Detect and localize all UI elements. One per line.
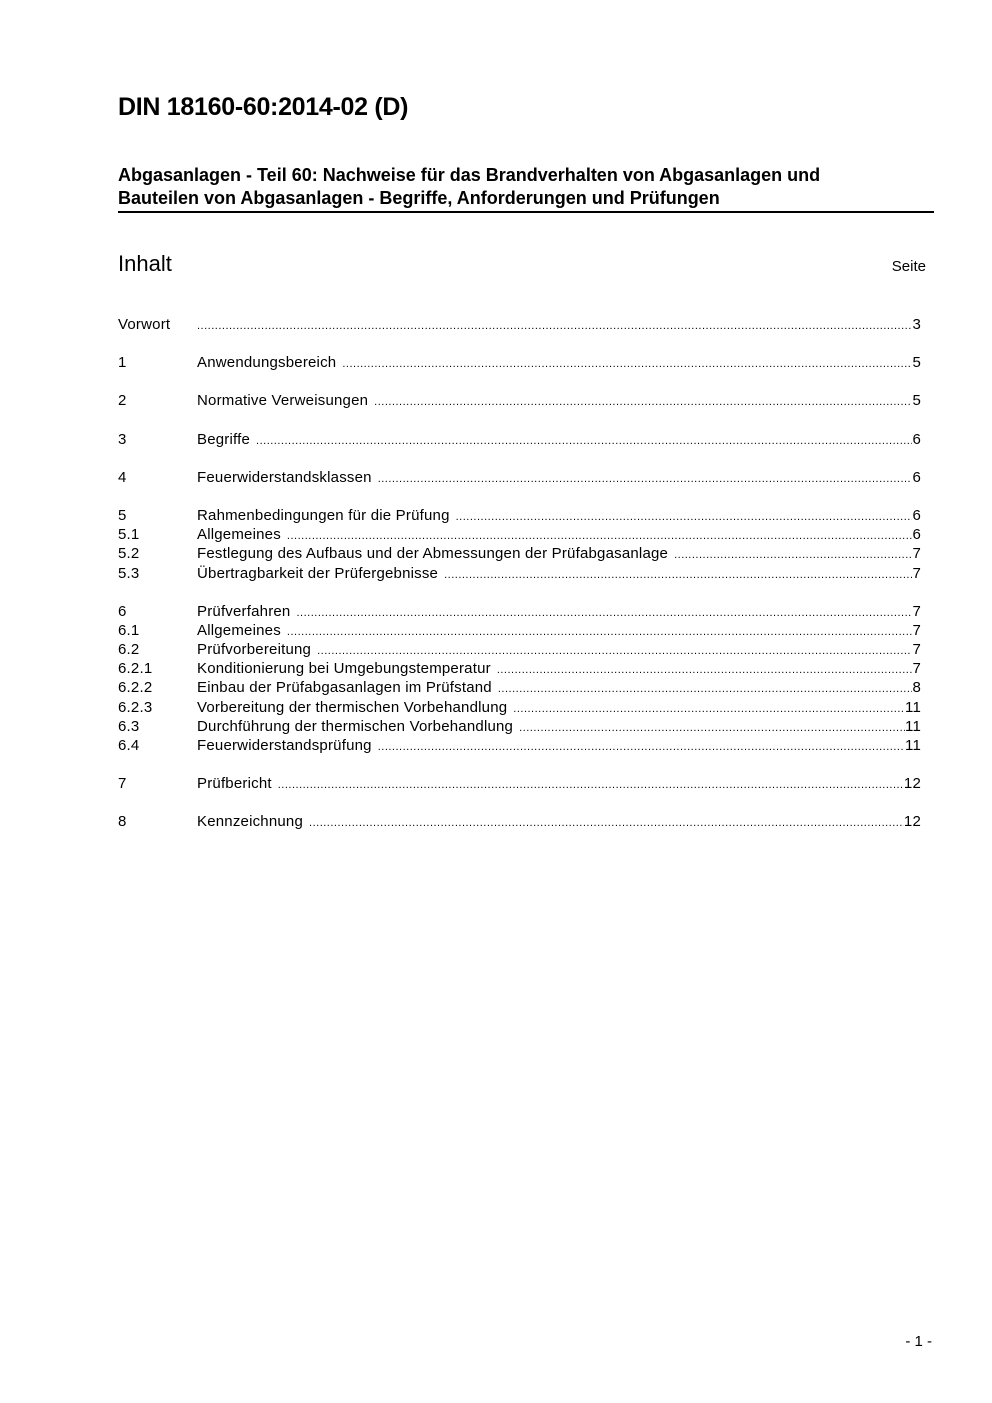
toc-leader-dots: [378, 738, 905, 757]
document-title: [118, 164, 934, 213]
toc-entry-label: Festlegung des Aufbaus und der Abmessungen der Prüfabgasanlage: [197, 545, 669, 563]
toc-entry-number: 6.2.3: [118, 698, 153, 716]
toc-entry-page: 11: [905, 737, 921, 754]
toc-entry-number: 7: [118, 775, 127, 793]
toc-entry-page: 11: [905, 717, 921, 735]
toc-entry-label: Begriffe: [197, 430, 251, 448]
toc-entry-number: 6.2.1: [118, 660, 153, 678]
document-title-line-2: Bauteilen von Abgasanlagen - Begriffe, Anforderungen und Prüfungen: [118, 188, 720, 208]
toc-entry-page: 6: [912, 430, 921, 448]
toc-entry-page: 3: [912, 316, 921, 333]
toc-entry-label: Prüfvorbereitung: [197, 641, 312, 659]
toc-entry-page: 7: [912, 660, 921, 678]
toc-entry-page: 12: [903, 775, 921, 793]
toc-entry-page: 6: [912, 526, 921, 544]
toc-entry-page: 5: [912, 392, 921, 410]
toc-entry-5[interactable]: [118, 506, 921, 525]
toc-leader-dots: [513, 700, 905, 719]
toc-entry-label: Rahmenbedingungen für die Prüfung: [197, 506, 450, 524]
toc-entry-number: Vorwort: [118, 316, 171, 333]
toc-entry-3[interactable]: [118, 430, 921, 449]
toc-page-column-label: Seite: [891, 258, 926, 275]
toc-entry-number: 5.1: [118, 526, 140, 544]
toc-entry-2[interactable]: [118, 391, 921, 410]
page-number: - 1 -: [905, 1333, 932, 1350]
toc-entry-7[interactable]: [118, 774, 921, 793]
toc-entry-label: Anwendungsbereich: [197, 354, 337, 372]
toc-entry-label: Prüfverfahren: [197, 602, 291, 620]
toc-leader-dots: [674, 546, 912, 565]
toc-entry-page: 7: [912, 621, 921, 639]
toc-entry-number: 5: [118, 506, 127, 524]
toc-entry-number: 2: [118, 392, 127, 410]
toc-entry-5-1[interactable]: [118, 525, 921, 544]
toc-leader-dots: [456, 508, 913, 527]
toc-entry-4[interactable]: [118, 468, 921, 487]
toc-entry-number: 6.4: [118, 737, 140, 754]
toc-entry-page: 7: [912, 564, 921, 582]
toc-leader-dots: [197, 317, 912, 336]
toc-entry-5-2[interactable]: [118, 544, 921, 563]
toc-entry-label: Normative Verweisungen: [197, 392, 369, 410]
toc-entry-6-2[interactable]: [118, 640, 921, 659]
toc-entry-number: 3: [118, 430, 127, 448]
toc-entry-6-2-2[interactable]: [118, 678, 921, 697]
toc-entry-8[interactable]: [118, 812, 921, 831]
toc-heading: Inhalt: [118, 251, 172, 276]
toc-leader-dots: [374, 393, 912, 412]
toc-entry-label: Feuerwiderstandsprüfung: [197, 737, 372, 754]
toc-leader-dots: [309, 814, 904, 833]
toc-entry-number: 6.2.2: [118, 679, 153, 697]
toc-entry-6-1[interactable]: [118, 621, 921, 640]
toc-entry-6-3[interactable]: [118, 717, 921, 736]
toc-entry-page: 7: [912, 641, 921, 659]
toc-leader-dots: [342, 355, 912, 374]
toc-entry-label: Allgemeines: [197, 621, 281, 639]
toc-entry-label: Vorbereitung der thermischen Vorbehandlung: [197, 698, 508, 716]
toc-leader-dots: [444, 566, 912, 585]
toc-entry-label: Prüfbericht: [197, 775, 272, 793]
toc-entry-page: 7: [912, 545, 921, 563]
toc-leader-dots: [519, 719, 905, 738]
toc-entry-number: 4: [118, 468, 127, 486]
toc-entry-6-2-3[interactable]: [118, 698, 921, 717]
toc-entry-page: 11: [905, 698, 921, 716]
toc-entry-number: 6.2: [118, 641, 140, 659]
toc-entry-6-4[interactable]: [118, 736, 921, 755]
toc-entry-6[interactable]: [118, 602, 921, 621]
toc-entry-label: Einbau der Prüfabgasanlagen im Prüfstand: [197, 679, 492, 697]
toc-entry-5-3[interactable]: [118, 564, 921, 583]
toc-entry-number: 6: [118, 602, 127, 620]
document-id: DIN 18160-60:2014-02 (D): [118, 93, 409, 121]
toc-entry-page: 12: [903, 813, 921, 831]
toc-entry-label: Allgemeines: [197, 526, 281, 544]
toc-entry-page: 8: [912, 679, 921, 697]
toc-leader-dots: [296, 604, 912, 623]
toc-entry-page: 5: [912, 354, 921, 372]
toc-entry-6-2-1[interactable]: [118, 659, 921, 678]
toc-leader-dots: [278, 776, 904, 795]
toc-entry-number: 6.1: [118, 621, 140, 639]
toc-leader-dots: [287, 623, 913, 642]
table-of-contents: [118, 315, 921, 832]
toc-entry-1[interactable]: [118, 353, 921, 372]
toc-leader-dots: [256, 432, 912, 451]
toc-entry-number: 1: [118, 354, 127, 372]
toc-entry-number: 5.3: [118, 564, 140, 582]
toc-entry-number: 8: [118, 813, 127, 831]
toc-entry-label: Konditionierung bei Umgebungstemperatur: [197, 660, 491, 678]
toc-entry-label: Übertragbarkeit der Prüfergebnisse: [197, 564, 439, 582]
toc-entry-label: Kennzeichnung: [197, 813, 304, 831]
toc-entry-number: 5.2: [118, 545, 140, 563]
document-title-line-1: Abgasanlagen - Teil 60: Nachweise für das Brandverhalten von Abgasanlagen und: [118, 165, 821, 185]
toc-leader-dots: [497, 661, 913, 680]
toc-entry-label: Feuerwiderstandsklassen: [197, 468, 372, 486]
toc-entry-page: 6: [912, 468, 921, 486]
toc-entry-vorwort[interactable]: [118, 315, 921, 334]
toc-leader-dots: [378, 470, 913, 489]
toc-entry-number: 6.3: [118, 717, 140, 735]
toc-entry-page: 7: [912, 602, 921, 620]
toc-entry-page: 6: [912, 506, 921, 524]
toc-leader-dots: [498, 680, 913, 699]
toc-entry-label: Durchführung der thermischen Vorbehandlung: [197, 717, 514, 735]
